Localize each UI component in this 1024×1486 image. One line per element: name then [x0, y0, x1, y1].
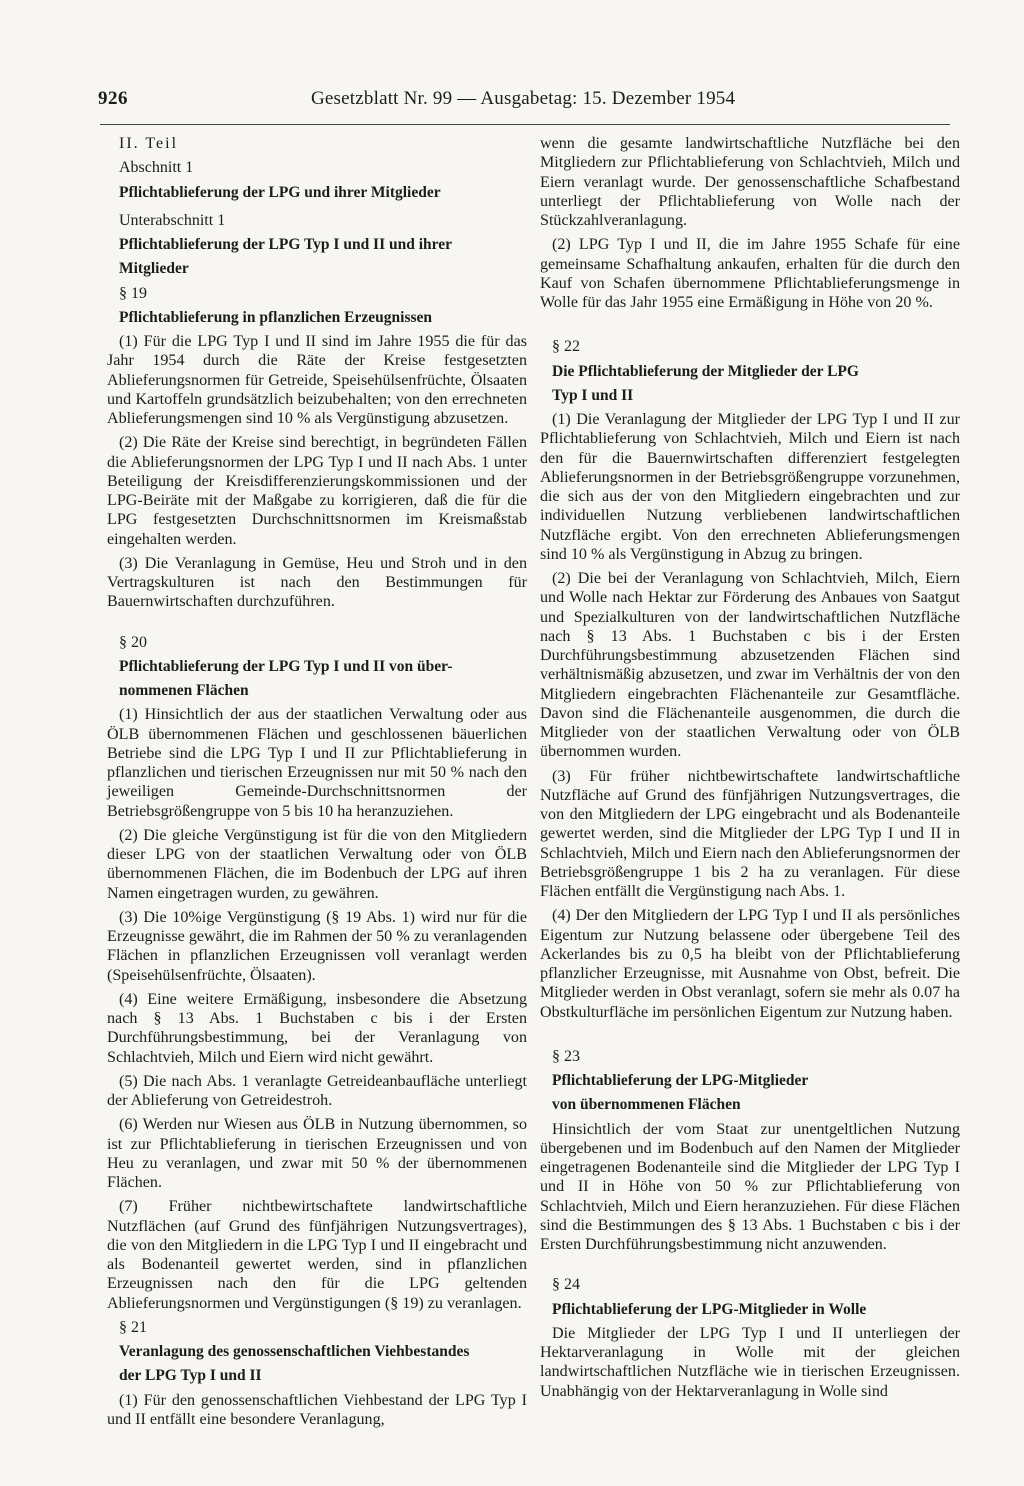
- paragraph-20-2: (2) Die gleiche Vergünstigung ist für die von den Mitgliedern dieser LPG von der staatlichen Verwaltung oder von ÖLB übernommenen Flächen, die im Bodenbuch der LPG auf ihren Namen eingetragen wurden, zu gewähren.: [107, 826, 527, 902]
- paragraph-23-1: Hinsichtlich der vom Staat zur unentgeltlichen Nutzung übergebenen und im Bodenbuch auf den Namen der Mitglieder eingetragenen Bodenanteile sind die Mitglieder der LPG Typ I und II in Höhe von 50 % zur Pflichtablieferung von Schlachtvieh, Milch und Eiern heranzuziehen. Für diese Flächen sind die Bestimmungen des § 13 Abs. 1 Buchstaben c bis i der Ersten Durchführungsbestimmung nicht anzuwenden.: [540, 1120, 960, 1253]
- subsection-title-line2: Mitglieder: [119, 260, 189, 278]
- paragraph-22-1: (1) Die Veranlagung der Mitglieder der LPG Typ I und II zur Pflichtablieferung von Schlachtvieh, Milch und Eiern ist nach den für die Bauernwirtschaften differenziert festgelegten Ablieferungsnormen in der Betriebsgrößengruppe vorzunehmen, die sich aus der von den Mitgliedern eingebrachten und zur individuellen Nutzung verbliebenen landwirtschaftlichen Nutzfläche ergibt. Von den errechneten Ablieferungsmengen sind 10 % als Vergünstigung in Abzug zu bringen.: [540, 411, 960, 563]
- paragraph-19-3: (3) Die Veranlagung in Gemüse, Heu und Stroh und in den Vertragskulturen ist nach den Bestimmungen für Bauernwirtschaften durchzuführen.: [107, 554, 527, 611]
- paragraph-22-3: (3) Für früher nichtbewirtschaftete landwirtschaftliche Nutzfläche auf Grund des fünfjährigen Nutzungsvertrages, die von den Mitgliedern der LPG eingebracht und als Bodenanteile gewertet werden, sind die Mitglieder der LPG Typ I und II in Schlachtvieh, Milch und Eiern nach den Ablieferungsnormen der Betriebsgrößengruppe 1 bis 2 ha zu veranlagen. Für diese Flächen entfällt die Vergünstigung nach Abs. 1.: [540, 767, 960, 900]
- paragraph-21-1: (1) Für den genossenschaftlichen Viehbestand der LPG Typ I und II entfällt eine besondere Veranlagung,: [107, 1391, 527, 1428]
- paragraph-21-title-line1: Veranlagung des genossenschaftlichen Viehbestandes: [119, 1343, 470, 1360]
- paragraph-19-1: (1) Für die LPG Typ I und II sind im Jahre 1955 die für das Jahr 1954 durch die Räte der Kreise festgesetzten Ablieferungsnormen für Getreide, Speisehülsenfrüchte, Ölsaaten und Kartoffeln grundsätzlich beizubehalten; von den errechneten Ablieferungsmengen sind 10 % als Vergünstigung abzusetzen.: [107, 333, 527, 427]
- paragraph-24-title: Pflichtablieferung der LPG-Mitglieder in Wolle: [552, 1300, 867, 1318]
- paragraph-20-7: (7) Früher nichtbewirtschaftete landwirtschaftliche Nutzflächen (auf Grund des fünfjährigen Nutzungsvertrages), die von den Mitgliedern in die LPG Typ I und II eingebracht und als Bodenanteil gewertet werden, sind in pflanzlichen Erzeugnissen nach den für die LPG geltenden Ablieferungsnormen und Vergünstigungen (§ 19) zu veranlagen.: [107, 1198, 527, 1312]
- running-head: Gesetzblatt Nr. 99 — Ausgabetag: 15. Dezember 1954: [311, 88, 736, 109]
- paragraph-21-1-continued: wenn die gesamte landwirtschaftliche Nutzfläche bei den Mitgliedern zur Pflichtablieferung von Schlachtvieh, Milch und Eiern veranlagt wurde. Der genossenschaftliche Schafbestand unterliegt der Pflichtablieferung von Wolle nach der Stückzahlveranlagung.: [540, 135, 960, 229]
- section-title: Pflichtablieferung der LPG und ihrer Mitglieder: [119, 183, 441, 201]
- header-rule: [100, 124, 950, 125]
- paragraph-24-number: § 24: [552, 1276, 580, 1294]
- paragraph-19-number: § 19: [119, 284, 147, 302]
- paragraph-20-5: (5) Die nach Abs. 1 veranlagte Getreideanbaufläche unterliegt der Ablieferung von Getreidestroh.: [107, 1072, 527, 1109]
- paragraph-23-title-line2: von übernommenen Flächen: [552, 1096, 741, 1114]
- subsection-title-line1: Pflichtablieferung der LPG Typ I und II und ihrer: [119, 236, 453, 253]
- paragraph-20-1: (1) Hinsichtlich der aus der staatlichen Verwaltung oder aus ÖLB übernommenen Flächen und geschlossenen bäuerlichen Betriebe sind die LPG Typ I und II zur Pflichtablieferung in pflanzlichen und tierischen Erzeugnissen nur mit 50 % nach den jeweiligen Gemeinde-Durchschnittsnormen der Betriebsgrößengruppe von 5 bis 10 ha heranzuziehen.: [107, 706, 527, 820]
- paragraph-20-title-line2: nommenen Flächen: [119, 682, 249, 699]
- paragraph-22-number: § 22: [552, 338, 580, 356]
- paragraph-23-title-line1: Pflichtablieferung der LPG-Mitglieder: [552, 1072, 809, 1089]
- left-column: [107, 134, 527, 1434]
- paragraph-19-2: (2) Die Räte der Kreise sind berechtigt, in begründeten Fällen die Ablieferungsnormen der LPG Typ I und II nach Abs. 1 unter Beteiligung der Kreisdifferenzierungskommissionen und der LPG-Beiräte mit der Maßgabe zu korrigieren, daß die für die LPG festgesetzten Durchschnittsnormen im Kreismaßstab eingehalten werden.: [107, 434, 527, 548]
- paragraph-24-1: Die Mitglieder der LPG Typ I und II unterliegen der Hektarveranlagung in Wolle mit der gleichen landwirtschaftlichen Nutzfläche wie in tierischen Erzeugnissen. Unabhängig von der Hektarveranlagung in Wolle sind: [540, 1324, 960, 1400]
- right-column: [540, 134, 960, 1406]
- paragraph-23-number: § 23: [552, 1047, 580, 1065]
- section-heading: Abschnitt 1: [119, 159, 194, 177]
- paragraph-21-title-line2: der LPG Typ I und II: [119, 1367, 262, 1385]
- paragraph-20-4: (4) Eine weitere Ermäßigung, insbesondere die Absetzung nach § 13 Abs. 1 Buchstaben c bis i der Ersten Durchführungsbestimmung, bei der Veranlagung von Schlachtvieh, Milch und Eiern wird nicht gewährt.: [107, 990, 527, 1066]
- paragraph-20-title-line1: Pflichtablieferung der LPG Typ I und II von über-: [119, 657, 453, 675]
- page-header: [98, 88, 946, 122]
- part-heading: II. Teil: [119, 135, 179, 152]
- paragraph-22-4: (4) Der den Mitgliedern der LPG Typ I und II als persönliches Eigentum zur Nutzung belassene oder übergebene Teil des Ackerlandes bis zu 0,5 ha bleibt von der Pflichtablieferung pflanzlicher Erzeugnisse, mit Ausnahme von Obst, befreit. Die Mitglieder werden in Obst veranlagt, sofern sie mehr als 0.07 ha Obstkulturfläche im persönlichen Eigentum zur Nutzung haben.: [540, 907, 960, 1021]
- paragraph-22-2: (2) Die bei der Veranlagung von Schlachtvieh, Milch, Eiern und Wolle nach Hektar zur Förderung des Anbaues von Saatgut und Spezialkulturen von der landwirtschaftlichen Nutzfläche nach § 13 Abs. 1 Buchstaben c bis i der Ersten Durchführungsbestimmung abzusetzenden Flächen sind verhältnismäßig abzusetzen, und zwar im Verhältnis der von den Mitgliedern eingebrachten Flächenanteile zur Gesamtfläche. Davon sind die Flächenanteile ausgenommen, die durch die Mitglieder von der staatlichen Verwaltung oder von ÖLB übernommen wurden.: [540, 570, 960, 761]
- paragraph-20-number: § 20: [119, 633, 147, 651]
- paragraph-21-2: (2) LPG Typ I und II, die im Jahre 1955 Schafe für eine gemeinsame Schafhaltung ankaufen, erhalten für die durch den Kauf von Schafen übernommene Pflichtablieferungsmenge in Wolle für das Jahr 1955 eine Ermäßigung in Höhe von 20 %.: [540, 236, 960, 311]
- page-number: 926: [98, 88, 128, 109]
- paragraph-22-title-line2: Typ I und II: [552, 386, 634, 404]
- paragraph-21-number: § 21: [119, 1318, 147, 1336]
- paragraph-22-title-line1: Die Pflichtablieferung der Mitglieder der LPG: [552, 362, 859, 380]
- paragraph-20-3: (3) Die 10%ige Vergünstigung (§ 19 Abs. 1) wird nur für die Erzeugnisse gewährt, die im Rahmen der 50 % zu veranlagenden Flächen in pflanzlichen Erzeugnissen voll veranlagt werden (Speisehülsenfrüchte, Ölsaaten).: [107, 908, 527, 984]
- paragraph-20-6: (6) Werden nur Wiesen aus ÖLB in Nutzung übernommen, so ist zur Pflichtablieferung in tierischen Erzeugnissen und von Heu zu veranlagen, und zwar mit 50 % der übernommenen Flächen.: [107, 1116, 527, 1191]
- paragraph-19-title: Pflichtablieferung in pflanzlichen Erzeugnissen: [119, 308, 433, 326]
- subsection-heading: Unterabschnitt 1: [119, 211, 226, 229]
